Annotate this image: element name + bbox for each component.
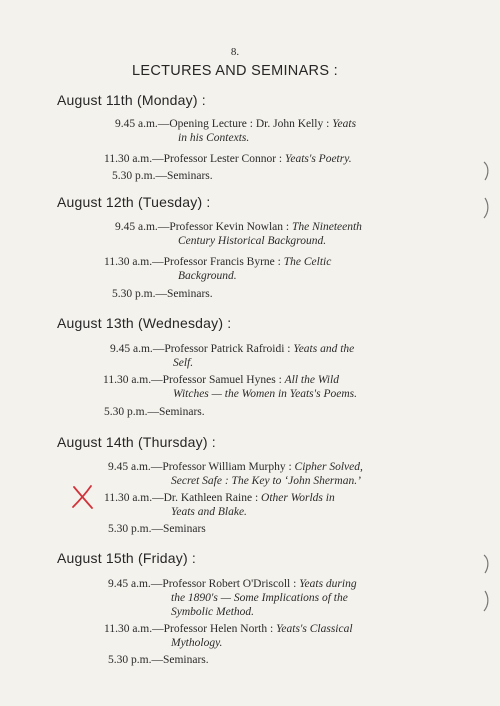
entry-title: Yeats's Poetry. bbox=[285, 153, 352, 165]
day-heading-thursday: August 14th (Thursday) : bbox=[57, 434, 216, 450]
entry-wednesday-0945 bbox=[110, 342, 430, 356]
entry-thursday-0945 bbox=[108, 460, 428, 474]
entry-title: Yeats bbox=[332, 118, 357, 130]
entry-continuation: the 1890's — Some Implications of the bbox=[171, 592, 348, 604]
entry-time: 5.30 p.m. bbox=[112, 170, 156, 182]
entry-time: 9.45 a.m. bbox=[110, 343, 153, 355]
entry-friday-1130 bbox=[104, 622, 424, 636]
entry-continuation: Background. bbox=[178, 270, 237, 282]
red-x-mark-icon bbox=[70, 484, 96, 510]
entry-text: —Seminars. bbox=[155, 170, 213, 182]
entry-monday-0530 bbox=[112, 169, 432, 183]
entry-title: The Celtic bbox=[283, 256, 332, 268]
entry-time: 9.45 a.m. bbox=[108, 461, 151, 473]
page-number: 8. bbox=[230, 46, 240, 58]
staple-icon bbox=[481, 160, 491, 220]
entry-time: 11.30 a.m. bbox=[104, 256, 153, 268]
entry-time: 9.45 a.m. bbox=[108, 578, 151, 590]
entry-text: —Professor Francis Byrne : bbox=[152, 256, 284, 268]
entry-text: —Professor Samuel Hynes : bbox=[151, 374, 285, 386]
entry-tuesday-0530 bbox=[112, 287, 432, 301]
entry-continuation: in his Contexts. bbox=[178, 132, 250, 144]
entry-wednesday-1130 bbox=[103, 373, 423, 387]
entry-continuation: Witches — the Women in Yeats's Poems. bbox=[173, 388, 358, 400]
entry-time: 5.30 p.m. bbox=[108, 523, 152, 535]
entry-text: —Opening Lecture : Dr. John Kelly : bbox=[157, 118, 333, 130]
entry-title: Cipher Solved, bbox=[294, 461, 363, 473]
entry-continuation: Yeats and Blake. bbox=[171, 506, 247, 518]
entry-tuesday-0945 bbox=[115, 220, 435, 234]
entry-title: Yeats during bbox=[299, 578, 357, 590]
entry-text: —Seminars. bbox=[155, 288, 213, 300]
entry-text: —Seminars. bbox=[151, 654, 209, 666]
entry-monday-0945 bbox=[115, 117, 435, 131]
entry-time: 9.45 a.m. bbox=[115, 221, 158, 233]
entry-text: —Professor William Murphy : bbox=[150, 461, 295, 473]
staple-icon bbox=[481, 553, 491, 613]
day-heading-wednesday: August 13th (Wednesday) : bbox=[57, 315, 232, 331]
entry-continuation: Mythology. bbox=[171, 637, 223, 649]
entry-title: Yeats's Classical bbox=[276, 623, 353, 635]
entry-text: —Professor Lester Connor : bbox=[152, 153, 285, 165]
entry-monday-1130 bbox=[104, 152, 424, 166]
entry-text: —Professor Kevin Nowlan : bbox=[157, 221, 292, 233]
entry-text: —Dr. Kathleen Raine : bbox=[152, 492, 262, 504]
entry-time: 5.30 p.m. bbox=[112, 288, 156, 300]
entry-time: 11.30 a.m. bbox=[104, 153, 153, 165]
entry-continuation: Century Historical Background. bbox=[178, 235, 327, 247]
entry-time: 5.30 p.m. bbox=[108, 654, 152, 666]
entry-continuation: Secret Safe : The Key to ‘John Sherman.’ bbox=[171, 475, 361, 487]
entry-friday-0530 bbox=[108, 653, 428, 667]
entry-text: —Professor Patrick Rafroidi : bbox=[152, 343, 294, 355]
day-heading-monday: August 11th (Monday) : bbox=[57, 92, 206, 108]
entry-text: —Seminars bbox=[151, 523, 206, 535]
entry-title: Other Worlds in bbox=[261, 492, 335, 504]
entry-thursday-0530 bbox=[108, 522, 428, 536]
entry-title: Yeats and the bbox=[293, 343, 355, 355]
page-title: LECTURES AND SEMINARS : bbox=[132, 63, 338, 79]
entry-tuesday-1130 bbox=[104, 255, 424, 269]
entry-time: 9.45 a.m. bbox=[115, 118, 158, 130]
day-heading-friday: August 15th (Friday) : bbox=[57, 550, 197, 566]
entry-text: —Professor Helen North : bbox=[152, 623, 277, 635]
entry-thursday-1130 bbox=[104, 491, 424, 505]
entry-continuation: Symbolic Method. bbox=[171, 606, 255, 618]
entry-time: 11.30 a.m. bbox=[103, 374, 152, 386]
entry-text: —Professor Robert O'Driscoll : bbox=[150, 578, 300, 590]
entry-time: 5.30 p.m. bbox=[104, 406, 148, 418]
entry-title: All the Wild bbox=[284, 374, 339, 386]
entry-time: 11.30 a.m. bbox=[104, 492, 153, 504]
entry-time: 11.30 a.m. bbox=[104, 623, 153, 635]
entry-continuation: Self. bbox=[173, 357, 194, 369]
day-heading-tuesday: August 12th (Tuesday) : bbox=[57, 194, 211, 210]
entry-wednesday-0530 bbox=[104, 405, 424, 419]
entry-friday-0945 bbox=[108, 577, 428, 591]
entry-text: —Seminars. bbox=[147, 406, 205, 418]
entry-title: The Nineteenth bbox=[291, 221, 362, 233]
